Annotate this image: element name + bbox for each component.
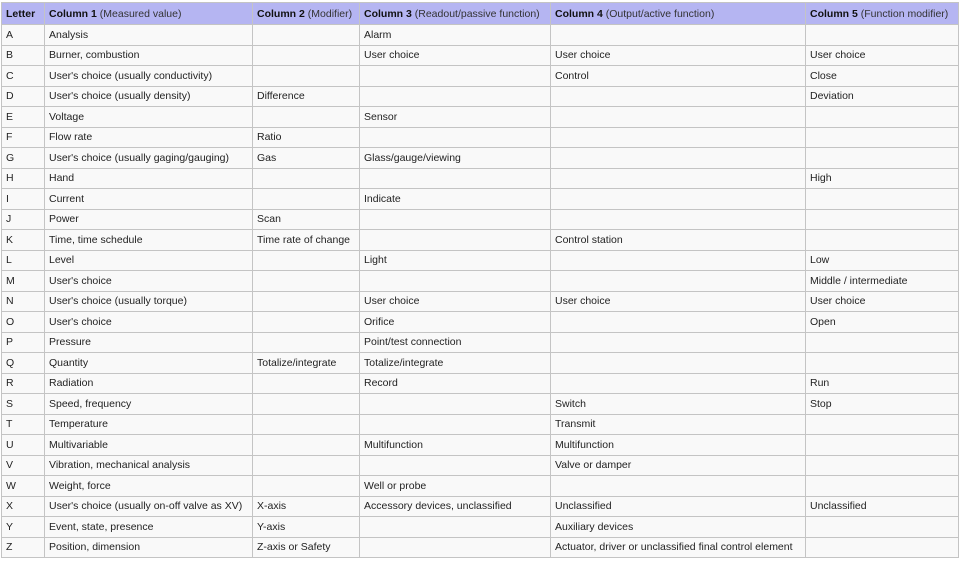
modifier-cell: Difference — [253, 86, 360, 107]
letter-cell: G — [2, 148, 45, 169]
measured-value-cell: Pressure — [45, 332, 253, 353]
modifier-cell: Scan — [253, 209, 360, 230]
function-modifier-cell: Middle / intermediate — [806, 271, 959, 292]
function-modifier-cell: Unclassified — [806, 496, 959, 517]
table-row — [2, 127, 959, 148]
header-column-1-desc: (Measured value) — [99, 7, 182, 20]
output-cell — [551, 373, 806, 394]
readout-cell: Orifice — [360, 312, 551, 333]
table-row — [2, 209, 959, 230]
table-row — [2, 312, 959, 333]
output-cell — [551, 127, 806, 148]
readout-cell: Point/test connection — [360, 332, 551, 353]
table-row — [2, 86, 959, 107]
measured-value-cell: User's choice (usually on-off valve as XV) — [45, 496, 253, 517]
letter-cell: Z — [2, 537, 45, 558]
modifier-cell — [253, 66, 360, 87]
modifier-cell — [253, 168, 360, 189]
header-column-5-desc: (Function modifier) — [860, 7, 949, 20]
function-modifier-cell: High — [806, 168, 959, 189]
function-modifier-cell — [806, 230, 959, 251]
function-modifier-cell — [806, 517, 959, 538]
measured-value-cell: Flow rate — [45, 127, 253, 148]
table-row — [2, 45, 959, 66]
readout-cell — [360, 209, 551, 230]
function-modifier-cell — [806, 476, 959, 497]
header-column-1-label: Column 1 — [49, 7, 97, 20]
measured-value-cell: Burner, combustion — [45, 45, 253, 66]
modifier-cell — [253, 291, 360, 312]
letter-cell: H — [2, 168, 45, 189]
table-row — [2, 373, 959, 394]
modifier-cell — [253, 394, 360, 415]
header-column-3-label: Column 3 — [364, 7, 412, 20]
measured-value-cell: User's choice (usually density) — [45, 86, 253, 107]
header-letter — [2, 3, 45, 25]
function-modifier-cell — [806, 148, 959, 169]
readout-cell: Alarm — [360, 25, 551, 46]
readout-cell — [360, 127, 551, 148]
readout-cell — [360, 455, 551, 476]
letter-cell: E — [2, 107, 45, 128]
measured-value-cell: User's choice — [45, 312, 253, 333]
letter-cell: X — [2, 496, 45, 517]
modifier-cell — [253, 414, 360, 435]
output-cell — [551, 148, 806, 169]
readout-cell — [360, 271, 551, 292]
function-modifier-cell: Low — [806, 250, 959, 271]
output-cell — [551, 271, 806, 292]
function-modifier-cell — [806, 189, 959, 210]
table-row — [2, 353, 959, 374]
measured-value-cell: Weight, force — [45, 476, 253, 497]
measured-value-cell: Multivariable — [45, 435, 253, 456]
letter-cell: K — [2, 230, 45, 251]
output-cell — [551, 25, 806, 46]
function-modifier-cell — [806, 332, 959, 353]
modifier-cell — [253, 476, 360, 497]
letter-cell: I — [2, 189, 45, 210]
letter-cell: B — [2, 45, 45, 66]
measured-value-cell: Temperature — [45, 414, 253, 435]
modifier-cell: X-axis — [253, 496, 360, 517]
output-cell — [551, 353, 806, 374]
modifier-cell — [253, 250, 360, 271]
readout-cell: Record — [360, 373, 551, 394]
modifier-cell: Time rate of change — [253, 230, 360, 251]
measured-value-cell: Level — [45, 250, 253, 271]
readout-cell: Light — [360, 250, 551, 271]
header-column-4-desc: (Output/active function) — [605, 7, 715, 20]
modifier-cell — [253, 25, 360, 46]
measured-value-cell: Vibration, mechanical analysis — [45, 455, 253, 476]
output-cell — [551, 209, 806, 230]
letter-cell: Q — [2, 353, 45, 374]
table-row — [2, 537, 959, 558]
function-modifier-cell: User choice — [806, 45, 959, 66]
letter-cell: F — [2, 127, 45, 148]
table-row — [2, 517, 959, 538]
header-row — [2, 3, 959, 25]
readout-cell: Accessory devices, unclassified — [360, 496, 551, 517]
table-row — [2, 168, 959, 189]
readout-cell: User choice — [360, 45, 551, 66]
letter-cell: Y — [2, 517, 45, 538]
modifier-cell — [253, 332, 360, 353]
function-modifier-cell: User choice — [806, 291, 959, 312]
table-row — [2, 230, 959, 251]
output-cell: Multifunction — [551, 435, 806, 456]
output-cell — [551, 107, 806, 128]
output-cell: Valve or damper — [551, 455, 806, 476]
table-row — [2, 291, 959, 312]
measured-value-cell: Time, time schedule — [45, 230, 253, 251]
function-modifier-cell: Stop — [806, 394, 959, 415]
output-cell: Switch — [551, 394, 806, 415]
output-cell: Unclassified — [551, 496, 806, 517]
table-row — [2, 250, 959, 271]
readout-cell — [360, 394, 551, 415]
readout-cell: Well or probe — [360, 476, 551, 497]
output-cell: Actuator, driver or unclassified final control element — [551, 537, 806, 558]
measured-value-cell: User's choice — [45, 271, 253, 292]
isa-identification-letters-table — [1, 2, 959, 558]
readout-cell: User choice — [360, 291, 551, 312]
measured-value-cell: Position, dimension — [45, 537, 253, 558]
table-row — [2, 148, 959, 169]
letter-cell: P — [2, 332, 45, 353]
modifier-cell — [253, 312, 360, 333]
output-cell: Control — [551, 66, 806, 87]
letter-cell: U — [2, 435, 45, 456]
readout-cell — [360, 66, 551, 87]
letter-cell: S — [2, 394, 45, 415]
modifier-cell — [253, 45, 360, 66]
measured-value-cell: Voltage — [45, 107, 253, 128]
readout-cell — [360, 517, 551, 538]
output-cell — [551, 86, 806, 107]
modifier-cell: Z-axis or Safety — [253, 537, 360, 558]
table-row — [2, 435, 959, 456]
measured-value-cell: User's choice (usually torque) — [45, 291, 253, 312]
output-cell: User choice — [551, 45, 806, 66]
table-body — [2, 25, 959, 558]
measured-value-cell: Speed, frequency — [45, 394, 253, 415]
modifier-cell — [253, 455, 360, 476]
readout-cell: Indicate — [360, 189, 551, 210]
letter-cell: M — [2, 271, 45, 292]
measured-value-cell: Quantity — [45, 353, 253, 374]
measured-value-cell: Analysis — [45, 25, 253, 46]
modifier-cell: Gas — [253, 148, 360, 169]
function-modifier-cell: Close — [806, 66, 959, 87]
output-cell: Control station — [551, 230, 806, 251]
output-cell — [551, 189, 806, 210]
header-column-3-desc: (Readout/passive function) — [414, 7, 540, 20]
function-modifier-cell — [806, 455, 959, 476]
table-row — [2, 271, 959, 292]
letter-cell: O — [2, 312, 45, 333]
output-cell: User choice — [551, 291, 806, 312]
function-modifier-cell — [806, 209, 959, 230]
output-cell — [551, 250, 806, 271]
table-row — [2, 66, 959, 87]
readout-cell — [360, 414, 551, 435]
readout-cell — [360, 168, 551, 189]
measured-value-cell: User's choice (usually gaging/gauging) — [45, 148, 253, 169]
header-column-4 — [551, 3, 806, 25]
modifier-cell: Ratio — [253, 127, 360, 148]
table-row — [2, 394, 959, 415]
modifier-cell: Y-axis — [253, 517, 360, 538]
output-cell — [551, 168, 806, 189]
table-row — [2, 476, 959, 497]
output-cell: Transmit — [551, 414, 806, 435]
header-column-5 — [806, 3, 959, 25]
function-modifier-cell — [806, 25, 959, 46]
modifier-cell: Totalize/integrate — [253, 353, 360, 374]
letter-cell: L — [2, 250, 45, 271]
header-column-4-label: Column 4 — [555, 7, 603, 20]
letter-cell: R — [2, 373, 45, 394]
modifier-cell — [253, 435, 360, 456]
function-modifier-cell: Open — [806, 312, 959, 333]
output-cell — [551, 332, 806, 353]
header-column-3 — [360, 3, 551, 25]
measured-value-cell: Current — [45, 189, 253, 210]
readout-cell — [360, 230, 551, 251]
header-letter-label: Letter — [6, 7, 36, 20]
header-column-2-label: Column 2 — [257, 7, 305, 20]
function-modifier-cell: Run — [806, 373, 959, 394]
table-row — [2, 414, 959, 435]
function-modifier-cell — [806, 107, 959, 128]
letter-cell: A — [2, 25, 45, 46]
letter-cell: D — [2, 86, 45, 107]
table-row — [2, 25, 959, 46]
table-row — [2, 455, 959, 476]
output-cell: Auxiliary devices — [551, 517, 806, 538]
modifier-cell — [253, 107, 360, 128]
function-modifier-cell — [806, 435, 959, 456]
letter-cell: W — [2, 476, 45, 497]
table-row — [2, 107, 959, 128]
modifier-cell — [253, 373, 360, 394]
function-modifier-cell: Deviation — [806, 86, 959, 107]
readout-cell: Multifunction — [360, 435, 551, 456]
modifier-cell — [253, 189, 360, 210]
function-modifier-cell — [806, 127, 959, 148]
header-column-1 — [45, 3, 253, 25]
measured-value-cell: Hand — [45, 168, 253, 189]
letter-cell: N — [2, 291, 45, 312]
measured-value-cell: User's choice (usually conductivity) — [45, 66, 253, 87]
readout-cell — [360, 537, 551, 558]
measured-value-cell: Radiation — [45, 373, 253, 394]
readout-cell: Sensor — [360, 107, 551, 128]
table-row — [2, 332, 959, 353]
function-modifier-cell — [806, 537, 959, 558]
readout-cell: Totalize/integrate — [360, 353, 551, 374]
output-cell — [551, 476, 806, 497]
table-row — [2, 496, 959, 517]
readout-cell — [360, 86, 551, 107]
letter-cell: T — [2, 414, 45, 435]
function-modifier-cell — [806, 414, 959, 435]
measured-value-cell: Event, state, presence — [45, 517, 253, 538]
letter-cell: C — [2, 66, 45, 87]
readout-cell: Glass/gauge/viewing — [360, 148, 551, 169]
modifier-cell — [253, 271, 360, 292]
output-cell — [551, 312, 806, 333]
header-column-2-desc: (Modifier) — [307, 7, 353, 20]
letter-cell: V — [2, 455, 45, 476]
function-modifier-cell — [806, 353, 959, 374]
header-column-2 — [253, 3, 360, 25]
table-row — [2, 189, 959, 210]
letter-cell: J — [2, 209, 45, 230]
measured-value-cell: Power — [45, 209, 253, 230]
header-column-5-label: Column 5 — [810, 7, 858, 20]
